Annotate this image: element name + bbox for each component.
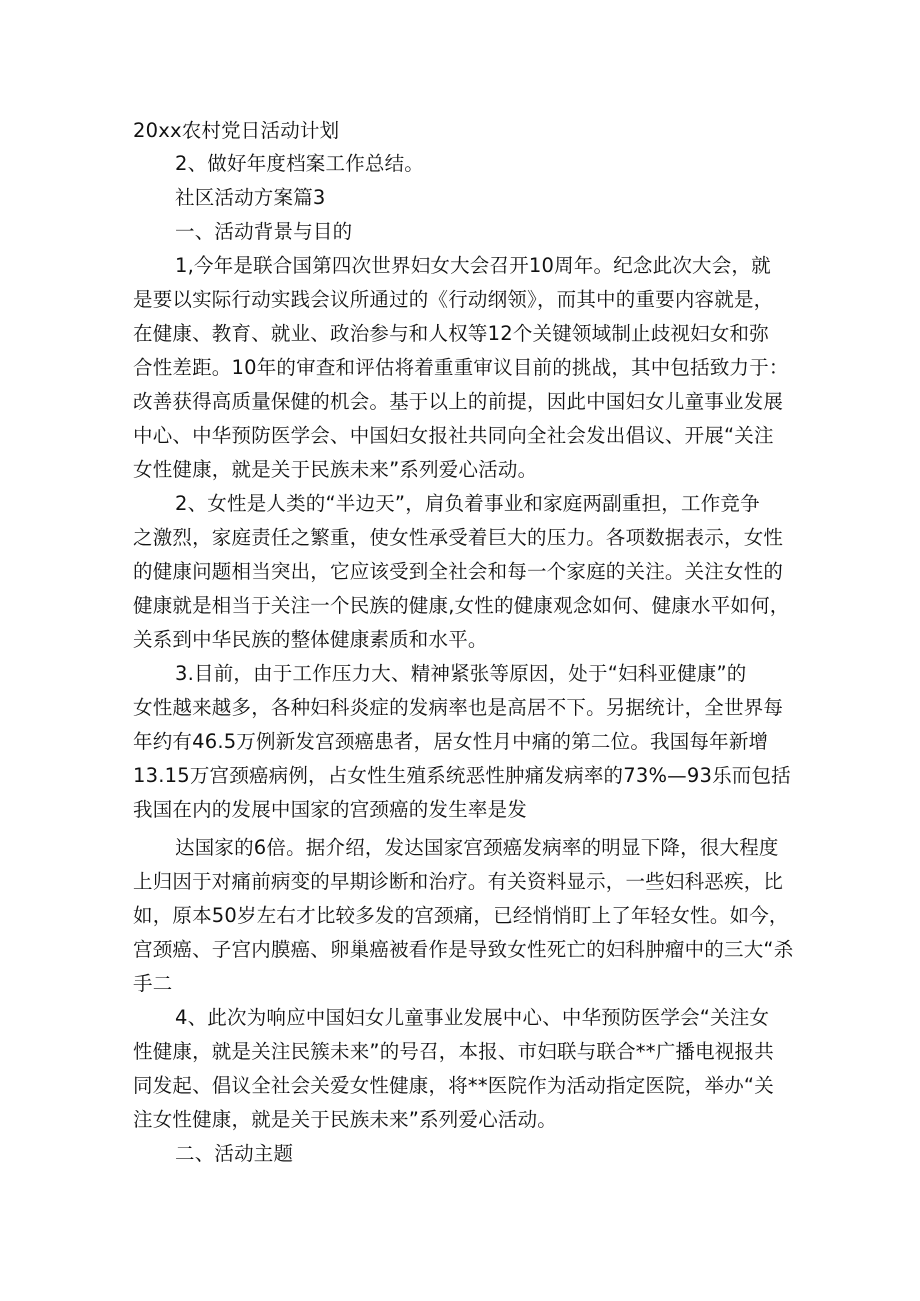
archive-item: 2、做好年度档案工作总结。 xyxy=(175,152,425,175)
paragraph-4-line: 手二 xyxy=(133,972,173,995)
paragraph-5-line: 同发起、倡议全社会关爱女性健康，将**医院作为活动指定医院，举办“关 xyxy=(133,1074,774,1097)
section-title: 社区活动方案篇3 xyxy=(175,186,326,209)
paragraph-1-line: 女性健康，就是关于民族未来”系列爱心活动。 xyxy=(133,458,538,481)
paragraph-3-line: 3.目前，由于工作压力大、精神紧张等原因，处于“妇科亚健康”的 xyxy=(175,662,747,685)
paragraph-2-line: 的健康问题相当突出，它应该受到全社会和每一个家庭的关注。关注女性的 xyxy=(133,560,784,583)
paragraph-4-line: 达国家的6倍。据介绍，发达国家宫颈癌发病率的明显下降，很大程度 xyxy=(175,836,779,859)
paragraph-2-line: 关系到中华民族的整体健康素质和水平。 xyxy=(133,628,488,651)
paragraph-1-line: 在健康、教育、就业、政治参与和人权等12个关键领域制止歧视妇女和弥 xyxy=(133,322,769,345)
paragraph-4-line: 宫颈癌、子宫内膜癌、卵巢癌被看作是导致女性死亡的妇科肿瘤中的三大“杀 xyxy=(133,938,794,961)
heading-background-purpose: 一、活动背景与目的 xyxy=(175,220,353,243)
paragraph-4-line: 上归因于对痛前病变的早期诊断和治疗。有关资料显示，一些妇科恶疾，比 xyxy=(133,870,784,893)
paragraph-1-line: 合性差距。10年的审查和评估将着重重审议目前的挑战，其中包括致力于： xyxy=(133,356,789,379)
document-header: 20xx农村党日活动计划 xyxy=(133,119,340,142)
paragraph-3-line: 我国在内的发展中国家的宫颈癌的发生率是发 xyxy=(133,798,528,821)
paragraph-1-line: 1,今年是联合国第四次世界妇女大会召开10周年。纪念此次大会，就 xyxy=(175,254,771,277)
paragraph-5-line: 注女性健康，就是关于民族未来”系列爱心活动。 xyxy=(133,1108,558,1131)
paragraph-3-line: 13.15万宫颈癌病例，占女性生殖系统恶性肿痛发病率的73%—93乐而包括 xyxy=(133,764,791,787)
paragraph-5-line: 性健康，就是关注民簇未来”的号召，本报、市妇联与联合**广播电视报共 xyxy=(133,1040,774,1063)
paragraph-3-line: 女性越来越多，各种妇科炎症的发病率也是高居不下。另据统计，全世界每 xyxy=(133,696,784,719)
paragraph-1-line: 是要以实际行动实践会议所通过的《行动纲领》，而其中的重要内容就是， xyxy=(133,288,774,311)
paragraph-2-line: 2、女性是人类的“半边天”，肩负着事业和家庭两副重担，工作竞争 xyxy=(175,492,760,515)
heading-activity-theme: 二、活动主题 xyxy=(175,1142,294,1165)
paragraph-1-line: 改善获得高质量保健的机会。基于以上的前提，因此中国妇女儿童事业发展 xyxy=(133,390,784,413)
paragraph-2-line: 健康就是相当于关注一个民族的健康,女性的健康观念如何、健康水平如何， xyxy=(133,594,790,617)
paragraph-5-line: 4、此次为响应中国妇女儿童事业发展中心、中华预防医学会“关注女 xyxy=(175,1006,770,1029)
paragraph-1-line: 中心、中华预防医学会、中国妇女报社共同向全社会发出倡议、开展“关注 xyxy=(133,424,774,447)
paragraph-4-line: 如，原本50岁左右才比较多发的宫颈痛，已经悄悄盯上了年轻女性。如今， xyxy=(133,904,789,927)
paragraph-3-line: 年约有46.5万例新发宫颈癌患者，居女性月中痛的第二位。我国每年新增 xyxy=(133,730,769,753)
paragraph-2-line: 之激烈，家庭责任之繁重，使女性承受着巨大的压力。各项数据表示，女性 xyxy=(133,526,784,549)
